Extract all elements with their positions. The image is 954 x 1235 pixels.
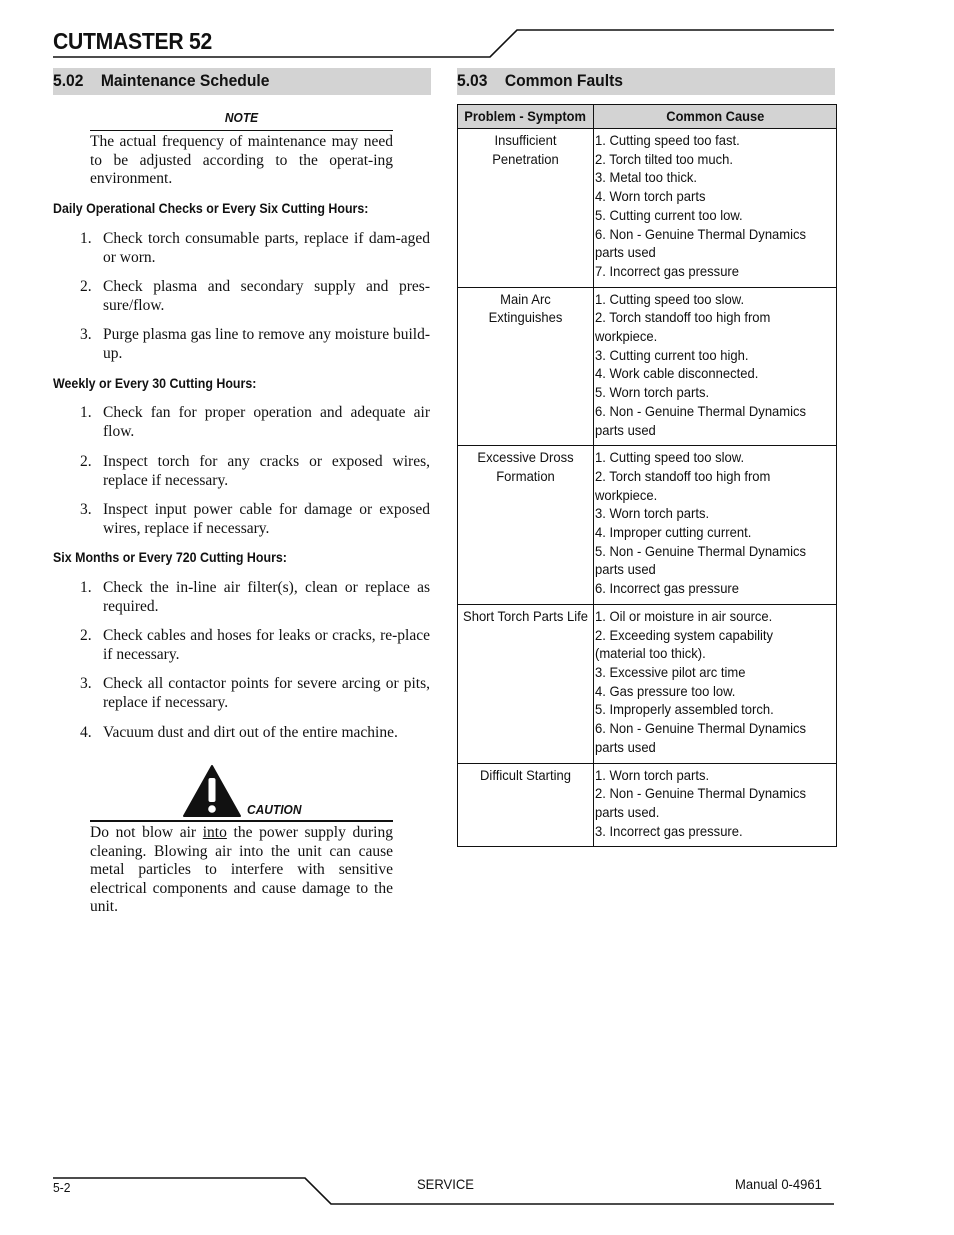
cause-cell: 1. Cutting speed too fast. 2. Torch tilted too much. 3. Metal too thick. 4. Worn torch parts 5. Cutting current too low. 6. Non - Genuine Thermal Dynamics parts used 7. Incorrect gas pressure (594, 129, 837, 288)
table-row (458, 763, 837, 847)
symptom-cell: Excessive Dross Formation (458, 446, 594, 605)
list-item: 3. Inspect input power cable for damage or exposed wires, replace if necessary. (80, 501, 430, 537)
list-item: 2. Inspect torch for any cracks or exposed wires, replace if necessary. (80, 453, 430, 489)
caution-title: CAUTION (247, 802, 302, 817)
section-5-03-heading-bar (457, 68, 835, 95)
caution-text: Do not blow air into the power supply during cleaning. Blowing air into the unit can cause metal particles to interfere with sensitive electrical components and cause damage to the unit. (90, 824, 393, 915)
symptom-cell: Insufficient Penetration (458, 129, 594, 288)
group-heading-weekly: Weekly or Every 30 Cutting Hours: (53, 376, 257, 391)
table-row (458, 287, 837, 446)
column-header-symptom: Problem - Symptom (458, 105, 594, 129)
note-top-rule (90, 130, 393, 131)
section-5-03-heading: 5.03 Common Faults (457, 71, 624, 90)
note-text: The actual frequency of maintenance may need to be adjusted according to the operat-ing environment. (90, 133, 393, 187)
group-heading-six-months: Six Months or Every 720 Cutting Hours: (53, 550, 287, 565)
symptom-cell: Short Torch Parts Life (458, 604, 594, 763)
list-item: 1. Check fan for proper operation and adequate air flow. (80, 404, 430, 440)
list-item: 3. Check all contactor points for severe arcing or pits, replace if necessary. (80, 675, 430, 711)
warning-triangle-icon (182, 764, 242, 818)
section-5-02-heading-bar (53, 68, 431, 95)
table-row (458, 129, 837, 288)
table-header-row (458, 105, 837, 129)
cause-cell: 1. Oil or moisture in air source. 2. Exceeding system capability (material too thick). 3. Excessive pilot arc time 4. Gas pressure too low. 5. Improperly assembled torch. 6. Non - Genuine Thermal Dynamics parts used (594, 604, 837, 763)
section-5-02-heading: 5.02 Maintenance Schedule (53, 71, 270, 90)
symptom-cell: Difficult Starting (458, 763, 594, 847)
footer-manual-number: Manual 0-4961 (735, 1176, 822, 1192)
cause-cell: 1. Cutting speed too slow. 2. Torch standoff too high from workpiece. 3. Cutting current too high. 4. Work cable disconnected. 5. Worn torch parts. 6. Non - Genuine Thermal Dynamics parts used (594, 287, 837, 446)
table-row (458, 446, 837, 605)
caution-rule (90, 820, 393, 822)
group-heading-daily: Daily Operational Checks or Every Six Cutting Hours: (53, 201, 369, 216)
list-item: 1. Check the in-line air filter(s), clean or replace as required. (80, 579, 430, 615)
note-title: NOTE (224, 110, 259, 125)
cause-cell: 1. Cutting speed too slow. 2. Torch standoff too high from workpiece. 3. Worn torch parts. 4. Improper cutting current. 5. Non - Genuine Thermal Dynamics parts used 6. Incorrect gas pressure (594, 446, 837, 605)
page-number: 5-2 (53, 1180, 71, 1195)
list-item: 4. Vacuum dust and dirt out of the entire machine. (80, 724, 398, 741)
common-faults-table (457, 104, 837, 847)
footer-section: SERVICE (417, 1176, 474, 1192)
list-item: 2. Check plasma and secondary supply and pres-sure/flow. (80, 278, 430, 314)
symptom-cell: Main Arc Extinguishes (458, 287, 594, 446)
header-rule (0, 0, 954, 70)
list-item: 1. Check torch consumable parts, replace if dam-aged or worn. (80, 230, 430, 266)
column-header-cause: Common Cause (594, 105, 837, 129)
cause-cell: 1. Worn torch parts. 2. Non - Genuine Thermal Dynamics parts used. 3. Incorrect gas pressure. (594, 763, 837, 847)
table-row (458, 604, 837, 763)
document-title: CUTMASTER 52 (53, 28, 212, 54)
list-item: 2. Check cables and hoses for leaks or cracks, re-place if necessary. (80, 627, 430, 663)
list-item: 3. Purge plasma gas line to remove any moisture build-up. (80, 326, 430, 362)
